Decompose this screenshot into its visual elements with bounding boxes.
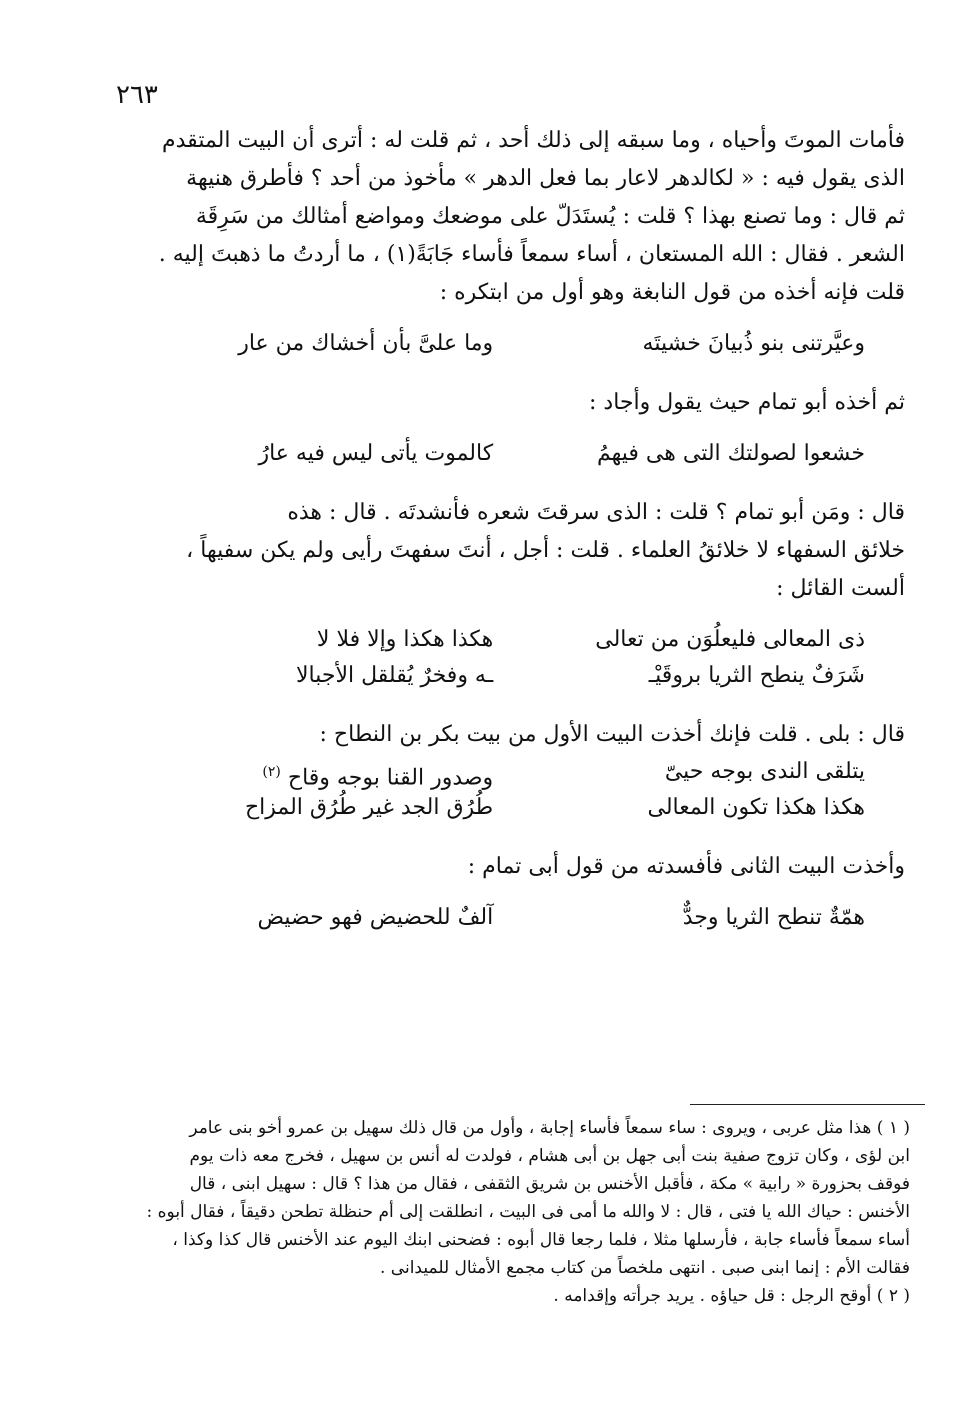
text-line: فأمات الموتَ وأحياه ، وما سبقه إلى ذلك أحد ، ثم قلت له : أترى أن البيت المتقدم: [162, 128, 905, 153]
verse-second-hemistich: كالموت يأتى ليس فيه عارُ: [258, 441, 494, 466]
verse: [110, 622, 905, 658]
verse: [110, 436, 905, 472]
verse-first-hemistich: شَرَفٌ ينطح الثريا بروقَيْـ: [648, 663, 865, 688]
verse: [110, 754, 905, 790]
text-line: قلت فإنه أخذه من قول النابغة وهو أول من ابتكره :: [439, 280, 905, 305]
verse: [110, 658, 905, 694]
footnote-line: أساء سمعاً فأساء جابة ، فأرسلها مثلا ، فلما رجعا قال أبوه : فضحنى ابنك اليوم عند الأخنس قال كذا وكذا ،: [172, 1230, 910, 1250]
text-line: الذى يقول فيه : « لكالدهر لاعار بما فعل الدهر » مأخوذ من أحد ؟ فأطرق هنيهة: [186, 166, 905, 191]
text-line: خلائق السفهاء لا خلائقُ العلماء . قلت : أجل ، أنتَ سفهتَ رأيى ولم يكن سفيهاً ،: [186, 538, 905, 563]
footnote-line: فقالت الأم : إنما ابنى صبى . انتهى ملخصاً من كتاب مجمع الأمثال للميدانى .: [380, 1258, 910, 1278]
verse-hemistich-text: وصدور القنا بوجه وقاح: [287, 765, 494, 791]
text-line: ثم قال : وما تصنع بهذا ؟ قلت : يُستَدَلّ على موضعك ومواضع أمثالك من سَرِقَة: [195, 204, 905, 229]
text-line: قال : ومَن أبو تمام ؟ قلت : الذى سرقتَ شعره فأنشدتَه . قال : هذه: [287, 500, 905, 525]
footnotes: [120, 1114, 910, 1310]
footnote-line: ( ٢ ) أوقح الرجل : قل حياؤه . يريد جرأته وإقدامه .: [553, 1286, 910, 1306]
text-line: ألست القائل :: [776, 576, 905, 601]
verse-first-hemistich: وعيَّرتنى بنو ذُبيانَ خشيتَه: [642, 331, 865, 356]
text-line: الشعر . فقال : الله المستعان ، أساء سمعاً فأساء جَابَةً(١) ، ما أردتُ ما ذهبتَ إليه .: [158, 242, 905, 267]
verse-second-hemistich: [150, 754, 493, 790]
verse: [110, 790, 905, 826]
verse-first-hemistich: ذى المعالى فليعلُوَن من تعالى: [595, 627, 865, 652]
verse: [110, 900, 905, 936]
footnote-1: [120, 1114, 910, 1282]
verse-first-hemistich: يتلقى الندى بوجه حيىّ: [664, 759, 865, 784]
text-line: ثم أخذه أبو تمام حيث يقول وأجاد :: [589, 390, 905, 415]
verse-first-hemistich: هكذا هكذا تكون المعالى: [647, 795, 865, 820]
main-text: [110, 122, 905, 936]
text-line: قال : بلى . قلت فإنك أخذت البيت الأول من بيت بكر بن النطاح :: [319, 722, 905, 747]
verse-first-hemistich: همّةٌ تنطح الثريا وجدٌّ: [682, 905, 865, 930]
text-line: وأخذت البيت الثانى فأفسدته من قول أبى تمام :: [467, 854, 905, 879]
footnote-line: ( ١ ) هذا مثل عربى ، ويروى : ساء سمعاً فأساء إجابة ، وأول من قال ذلك سهيل بن عمرو أخو بنى عامر: [189, 1118, 910, 1138]
verse-second-hemistich: وما علىَّ بأن أخشاك من عار: [238, 331, 494, 356]
verse-second-hemistich: ـه وفخرٌ يُقلقل الأجبالا: [296, 663, 494, 688]
footnote-reference: (٢): [262, 764, 281, 780]
footnote-line: ابن لؤى ، وكان تزوج صفية بنت أبى جهل بن أبى هشام ، فولدت له أنس بن سهيل ، فخرج معه ذات يوم: [189, 1146, 910, 1166]
footnote-line: الأخنس : حياك الله يا فتى ، قال : لا والله ما أمى فى البيت ، انطلقت إلى أم حنظلة تطحن دقيقاً ، فقال أبوه :: [146, 1202, 910, 1222]
footnote-divider: [690, 1104, 925, 1105]
page-number: ٢٦٣: [116, 80, 158, 110]
verse: [110, 326, 905, 362]
footnote-2: [120, 1282, 910, 1310]
verse-second-hemistich: آلفٌ للحضيض فهو حضيض: [257, 905, 494, 930]
verse-second-hemistich: طُرُق الجد غير طُرُق المزاح: [244, 795, 494, 820]
verse-second-hemistich: هكذا هكذا وإلا فلا لا: [316, 627, 494, 652]
footnote-line: فوقف بحزورة « رابية » مكة ، فأقبل الأخنس بن شريق الثقفى ، فقال من هذا ؟ قال : سهيل ابنى ، قال: [189, 1174, 910, 1194]
verse-first-hemistich: خشعوا لصولتك التى هى فيهمُ: [597, 441, 865, 466]
